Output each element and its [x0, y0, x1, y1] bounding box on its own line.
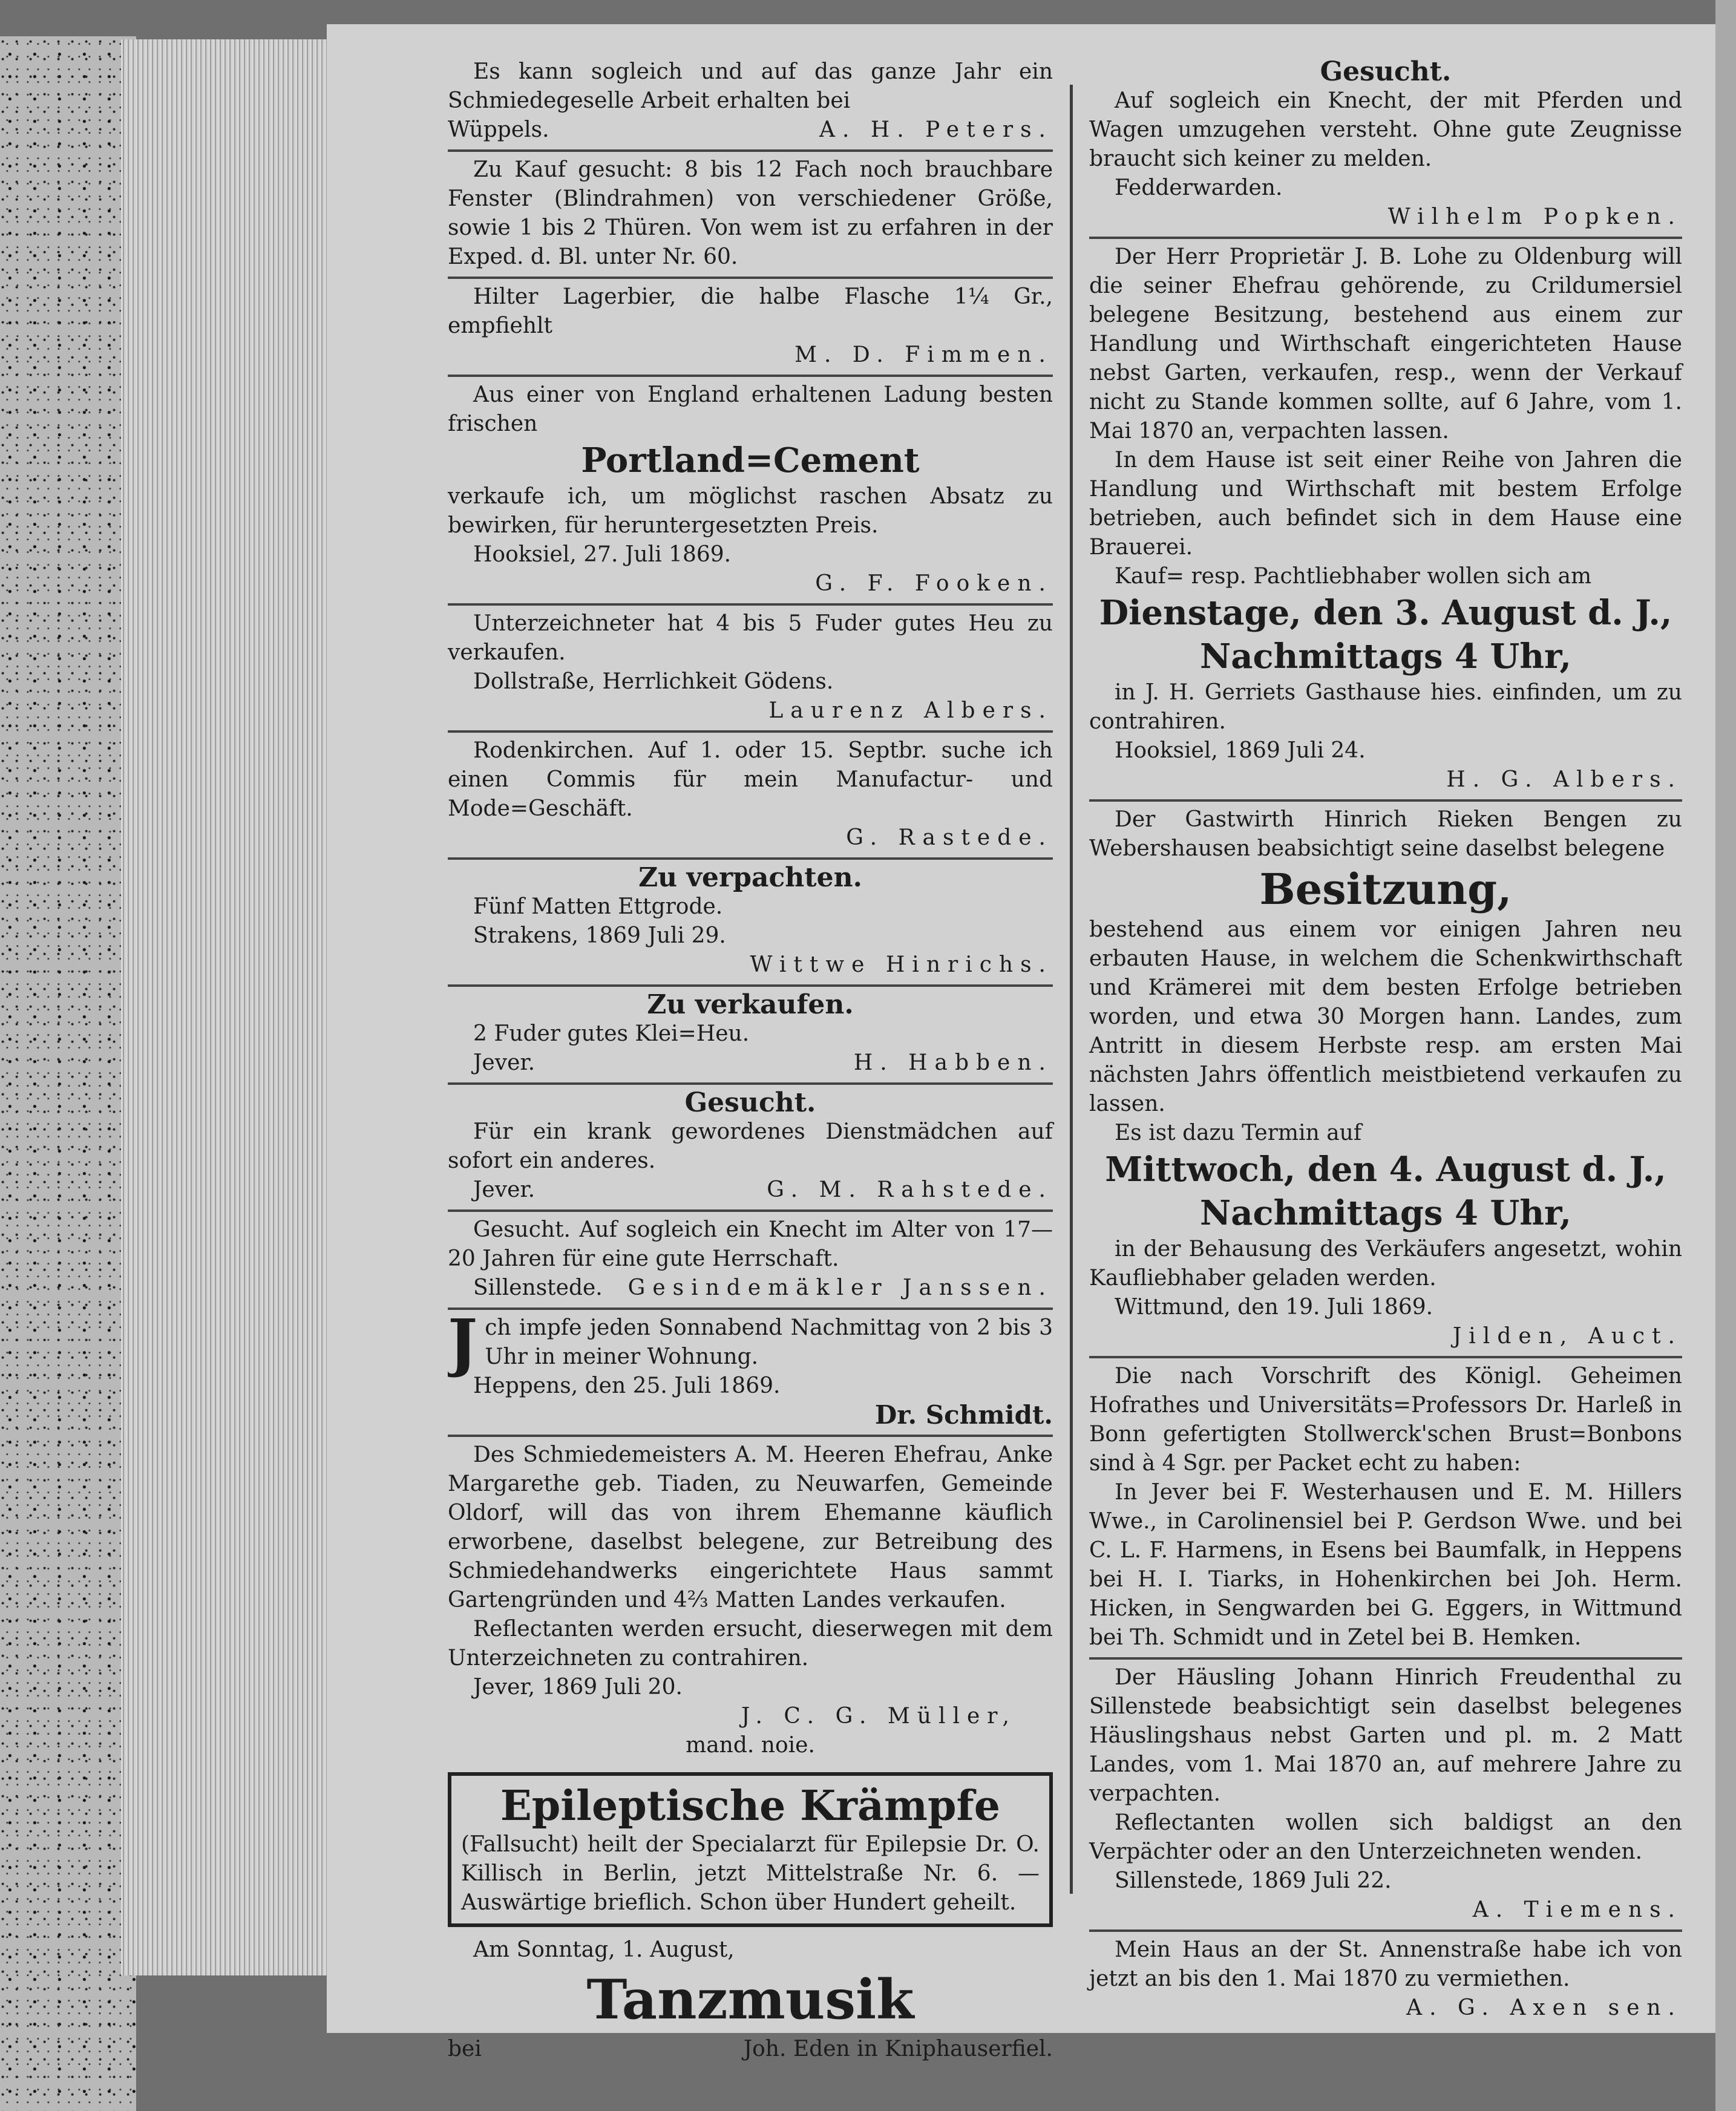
ad-lagerbier: Hilter Lagerbier, die halbe Flasche 1¼ Gr., empfiehlt M. D. Fimmen.: [448, 284, 1053, 367]
divider: [448, 984, 1053, 987]
ad-commis: Rodenkirchen. Auf 1. oder 15. Septbr. suche ich einen Commis für mein Manufactur- und Mode=Geschäft. G. Rastede.: [448, 738, 1053, 850]
ad-gesucht-dienstmaedchen: Gesucht. Für ein krank gewordenes Dienstmädchen auf sofort ein anderes. Jever. G. M. Rahstede.: [448, 1087, 1053, 1202]
divider: [448, 1209, 1053, 1212]
ad-schmiedehaus: Des Schmiedemeisters A. M. Heeren Ehefrau, Anke Margarethe geb. Tiaden, zu Neuwarfen, Gemeinde Oldorf, will das von ihrem Ehemanne käuflich erworbene, daselbst belegene, zur Betreibung des Schmiedehandwerks eingerichtete Haus sammt Gartengründen und 4⅔ Matten Landes verkaufen. Reflectanten werden ersucht, dieserwegen mit dem Unterzeichneten zu contrahiren. Jever, 1869 Juli 20. J. C. G. Müller, mand. noie.: [448, 1442, 1053, 1758]
drop-cap: J: [448, 1314, 478, 1380]
ad-heu: Unterzeichneter hat 4 bis 5 Fuder gutes Heu zu verkaufen. Dollstraße, Herrlichkeit Gödens. Laurenz Albers.: [448, 611, 1053, 723]
divider: [448, 375, 1053, 377]
divider: [448, 603, 1053, 606]
left-column: [448, 57, 1053, 2064]
divider: [448, 149, 1053, 152]
ad-tanzmusik: Am Sonntag, 1. August, Tanzmusik bei Joh. Eden in Kniphauserfiel.: [448, 1937, 1053, 2061]
divider: [448, 857, 1053, 860]
divider: [1089, 799, 1682, 802]
ad-haeuslingshaus: Der Häusling Johann Hinrich Freudenthal zu Sillenstede beabsichtigt sein daselbst belegenes Häuslingshaus nebst Garten und pl. m. 2 Matt Landes, vom 1. Mai 1870 an, auf mehrere Jahre zu verpachten. Reflectanten wollen sich baldigst an den Verpächter oder an den Unterzeichneten wenden. Sillenstede, 1869 Juli 22. A. Tiemens.: [1089, 1665, 1682, 1922]
ad-zu-verkaufen: Zu verkaufen. 2 Fuder gutes Klei=Heu. Jever. H. Habben.: [473, 989, 1053, 1075]
right-column: [1089, 57, 1682, 2023]
divider: [1089, 1356, 1682, 1358]
ad-headline: Tanzmusik: [586, 1968, 914, 2032]
divider: [1089, 1657, 1682, 1660]
ad-haus-annenstrasse: Mein Haus an der St. Annenstraße habe ich von jetzt an bis den 1. Mai 1870 zu vermiethen. A. G. Axen sen.: [1089, 1937, 1682, 2020]
ad-fenster: Zu Kauf gesucht: 8 bis 12 Fach noch brauchbare Fenster (Blindrahmen) von verschiedener Größe, sowie 1 bis 2 Thüren. Von wem ist zu erfahren in der Exped. d. Bl. unter Nr. 60.: [448, 157, 1053, 269]
divider: [448, 1082, 1053, 1085]
ad-besitzung-crildumersiel: Der Herr Proprietär J. B. Lohe zu Oldenburg will die seiner Ehefrau gehörende, zu Crildumersiel belegene Besitzung, bestehend aus einem zur Handlung und Wirthschaft eingerichteten Hause nebst Garten, verkaufen, resp., wenn der Verkauf nicht zu Stande kommen sollte, auf 6 Jahre, vom 1. Mai 1870 an, verpachten lassen. In dem Hause ist seit einer Reihe von Jahren die Handlung und Wirthschaft mit bestem Erfolge betrieben, auch befindet sich in dem Hause eine Brauerei. Kauf= resp. Pachtliebhaber wollen sich am Dienstage, den 3. August d. J., Nachmittags 4 Uhr, in J. H. Gerriets Gasthause hies. einfinden, um zu contrahiren. Hooksiel, 1869 Juli 24. H. G. Albers.: [1089, 244, 1682, 792]
ad-epilepsie-box: Epileptische Krämpfe (Fallsucht) heilt der Specialarzt für Epilepsie Dr. O. Killisch in Berlin, jetzt Mittelstraße Nr. 6. — Auswärtige brieflich. Schon über Hundert geheilt.: [448, 1772, 1053, 1927]
ad-gesucht-knecht: Gesucht. Auf sogleich ein Knecht im Alter von 17—20 Jahren für eine gute Herrschaft. Sillenstede. Gesindemäkler Janssen.: [448, 1217, 1053, 1300]
divider: [1089, 237, 1682, 239]
divider: [1089, 1929, 1682, 1932]
ad-headline: Epileptische Krämpfe: [500, 1782, 1001, 1830]
column-divider: [1070, 85, 1073, 1894]
ad-portland-cement: Aus einer von England erhaltenen Ladung besten frischen Portland=Cement verkaufe ich, um möglichst raschen Absatz zu bewirken, für heruntergesetzten Preis. Hooksiel, 27. Juli 1869. G. F. Fooken.: [448, 382, 1053, 596]
ad-zu-verpachten: Zu verpachten. Fünf Matten Ettgrode. Strakens, 1869 Juli 29. Wittwe Hinrichs.: [473, 862, 1053, 977]
divider: [448, 1308, 1053, 1310]
next-page-edge: [1715, 0, 1736, 2111]
divider: [448, 730, 1053, 733]
ad-schmiedegeselle: Es kann sogleich und auf das ganze Jahr ein Schmiedegeselle Arbeit erhalten bei Wüppels. A. H. Peters.: [448, 59, 1053, 142]
ad-headline: Portland=Cement: [581, 440, 920, 480]
divider: [448, 277, 1053, 279]
ad-besitzung-webershausen: Der Gastwirth Hinrich Rieken Bengen zu Webershausen beabsichtigt seine daselbst belegene Besitzung, bestehend aus einem vor einigen Jahren neu erbauten Hause, in welchem die Schenkwirthschaft und Krämerei mit dem besten Erfolge betrieben worden, und etwa 30 Morgen hann. Landes, zum Antritt in diesem Herbste resp. am ersten Mai nächsten Jahrs öffentlich meistbietend verkaufen zu lassen. Es ist dazu Termin auf Mittwoch, den 4. August d. J., Nachmittags 4 Uhr, in der Behausung des Verkäufers angesetzt, wohin Kaufliebhaber geladen werden. Wittmund, den 19. Juli 1869. Jilden, Auct.: [1089, 807, 1682, 1349]
ad-impfung: J ch impfe jeden Sonnabend Nachmittag von 2 bis 3 Uhr in meiner Wohnung. Heppens, den 25. Juli 1869. Dr. Schmidt.: [448, 1314, 1053, 1430]
divider: [448, 1435, 1053, 1437]
page-stack-edges: [121, 39, 327, 1975]
book-edge-speckle: [0, 36, 136, 2111]
ad-brust-bonbons: Die nach Vorschrift des Königl. Geheimen Hofrathes und Universitäts=Professors Dr. Harleß in Bonn gefertigten Stollwerck'schen Brust=Bonbons sind à 4 Sgr. per Packet echt zu haben: In Jever bei F. Westerhausen und E. M. Hillers Wwe., in Carolinensiel bei P. Gerdson Wwe. und bei C. L. F. Harmens, in Esens bei Baumfalk, in Heppens bei H. I. Tiarks, in Hohenkirchen bei Joh. Herm. Hicken, in Sengwarden bei G. Eggers, in Wittmund bei Th. Schmidt und in Zetel bei B. Hemken.: [1089, 1364, 1682, 1650]
ad-knecht-pferde: Gesucht. Auf sogleich ein Knecht, der mit Pferden und Wagen umzugehen versteht. Ohne gute Zeugnisse braucht sich keiner zu melden. Fedderwarden. Wilhelm Popken.: [1089, 56, 1682, 229]
